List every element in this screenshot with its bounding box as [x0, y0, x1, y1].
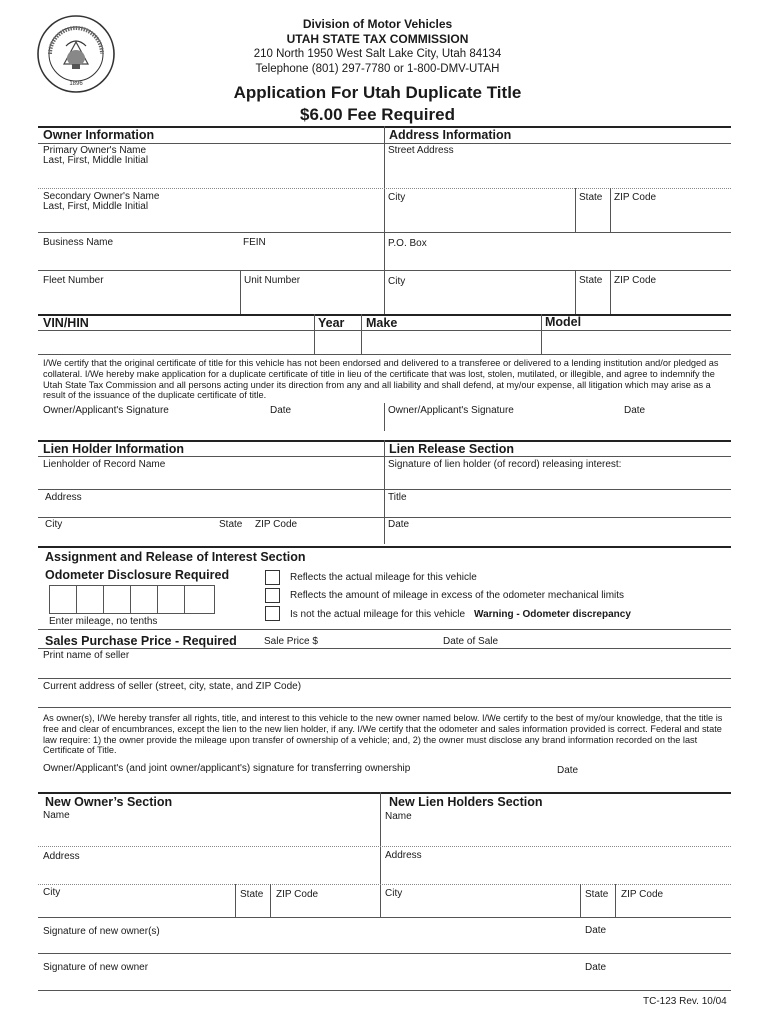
odometer-heading: Odometer Disclosure Required — [45, 568, 230, 582]
sale-price-field[interactable] — [325, 632, 435, 648]
not-actual-mileage-label: Is not the actual mileage for this vehicle — [290, 609, 466, 620]
year-label: Year — [318, 316, 345, 330]
lien-release-date-label: Date — [388, 519, 410, 530]
actual-mileage-label: Reflects the actual mileage for this vehicle — [290, 572, 477, 583]
owner-signature-label-1: Owner/Applicant's Signature — [43, 405, 169, 416]
print-seller-name-label: Print name of seller — [43, 650, 130, 661]
utah-state-seal — [36, 14, 116, 94]
seller-name-field[interactable] — [39, 662, 729, 677]
state-label-2: State — [579, 275, 603, 286]
owner-signature-field-1[interactable] — [39, 416, 383, 430]
sale-price-label: Sale Price $ — [264, 636, 318, 647]
odometer-warning: Warning - Odometer discrepancy — [474, 609, 631, 620]
street-address-field[interactable] — [386, 158, 730, 188]
new-owner-signature-field[interactable] — [39, 974, 729, 988]
fleet-number-label: Fleet Number — [43, 275, 104, 286]
lienholder-of-record-label: Lienholder of Record Name — [43, 459, 166, 470]
fee-required: $6.00 Fee Required — [300, 105, 455, 124]
new-owner-zip-label: ZIP Code — [276, 889, 319, 900]
new-owner-signature-label: Signature of new owner — [43, 962, 149, 973]
state-label: State — [579, 192, 603, 203]
certification-text: I/We certify that the original certificate of title for this vehicle has not been endorsed and delivered to a transferee or delivered to a lending institution and/or pledged as collateral. I/We hereby make application for a duplicate certificate of title in lieu of the certificate that was lost, stolen, mutilated, or illegible, and agree to indemnify the Utah State Tax Commission and all persons acting under its direction from any and all liability and shall defend, at my/our expense, all litigation which may arise as a result of the issuance of the duplicate certificate of title. — [43, 358, 719, 401]
city-label-2: City — [388, 276, 406, 287]
lien-release-signature-label: Signature of lien holder (of record) releasing interest: — [388, 459, 622, 470]
excess-mileage-label: Reflects the amount of mileage in excess of the odometer mechanical limits — [290, 590, 625, 601]
new-owner-city-label: City — [43, 887, 61, 898]
commission-telephone: Telephone (801) 297-7780 or 1-800-DMV-UTAH — [255, 63, 500, 75]
new-owners-signature-label: Signature of new owner(s) — [43, 926, 160, 937]
enter-mileage-note: Enter mileage, no tenths — [49, 616, 158, 627]
model-field[interactable] — [542, 331, 730, 353]
new-owner-name-label: Name — [43, 810, 70, 821]
zip-code-label: ZIP Code — [614, 192, 657, 203]
year-field[interactable] — [315, 331, 360, 353]
odometer-digit-box[interactable] — [104, 586, 131, 613]
make-field[interactable] — [362, 331, 540, 353]
odometer-digit-box[interactable] — [50, 586, 77, 613]
not-actual-mileage-checkbox[interactable] — [265, 606, 280, 621]
transfer-signature-label: Owner/Applicant's (and joint owner/applicant's) signature for transferring ownership — [43, 763, 411, 774]
new-owners-signature-field[interactable] — [39, 938, 729, 952]
unit-number-label: Unit Number — [244, 275, 301, 286]
primary-owner-label: Primary Owner's Name — [43, 145, 147, 156]
lien-address-field[interactable] — [39, 503, 383, 517]
street-address-label: Street Address — [388, 145, 454, 156]
lien-zip-label: ZIP Code — [255, 519, 298, 530]
owner-signature-label-2: Owner/Applicant's Signature — [388, 405, 514, 416]
owner-signature-field-2[interactable] — [386, 416, 730, 430]
model-label: Model — [545, 315, 582, 329]
new-lien-state-label: State — [585, 889, 609, 900]
owner-info-heading: Owner Information — [43, 128, 155, 142]
seller-address-field[interactable] — [39, 693, 729, 706]
secondary-owner-label: Secondary Owner's Name — [43, 191, 160, 202]
transfer-statement: As owner(s), I/We hereby transfer all rights, title, and interest to this vehicle to the new owner named below. I/We certify to the best of my/our knowledge, that the title is free and clear of encumbrances, except the lien to the new lien holder, if any. I/We certify that the odometer and sales information provided is correct. Federal and state law require: 1) the owner provide the mileage upon transfer of ownership of a vehicle; and, 2) the owner must disclose any brand information recorded on the last Certificate of Title. — [43, 713, 723, 756]
sales-price-heading: Sales Purchase Price - Required — [45, 634, 237, 648]
lien-city-label: City — [45, 519, 63, 530]
form-revision-id: TC-123 Rev. 10/04 — [643, 996, 727, 1007]
city-label: City — [388, 192, 406, 203]
city-field[interactable] — [386, 204, 574, 232]
secondary-owner-field[interactable] — [39, 212, 383, 232]
new-lien-name-field[interactable] — [382, 823, 730, 845]
new-lien-address-field[interactable] — [382, 862, 730, 882]
assignment-heading: Assignment and Release of Interest Section — [45, 550, 306, 564]
secondary-owner-sublabel: Last, First, Middle Initial — [43, 201, 149, 212]
new-owner-heading: New Owner’s Section — [45, 795, 173, 809]
actual-mileage-checkbox[interactable] — [265, 570, 280, 585]
lien-holder-heading: Lien Holder Information — [43, 442, 184, 456]
new-lien-heading: New Lien Holders Section — [389, 795, 543, 809]
vin-field[interactable] — [39, 331, 313, 353]
new-lien-zip-label: ZIP Code — [621, 889, 664, 900]
seal-year: 1896 — [69, 81, 83, 87]
division-name: Division of Motor Vehicles — [302, 17, 453, 31]
zip-code-label-2: ZIP Code — [614, 275, 657, 286]
lien-state-label: State — [219, 519, 243, 530]
commission-address: 210 North 1950 West Salt Lake City, Utah 84134 — [253, 48, 502, 60]
lienholder-name-field[interactable] — [39, 471, 383, 489]
transfer-signature-field[interactable] — [39, 776, 729, 790]
signature-date-label-2: Date — [624, 405, 646, 416]
date-of-sale-label: Date of Sale — [443, 636, 499, 647]
date-of-sale-field[interactable] — [500, 632, 730, 648]
odometer-digit-box[interactable] — [131, 586, 158, 613]
seller-address-label: Current address of seller (street, city, state, and ZIP Code) — [43, 681, 302, 692]
lien-release-title-label: Title — [388, 492, 407, 503]
new-lien-address-label: Address — [385, 850, 422, 861]
new-owner-name-field[interactable] — [39, 823, 379, 845]
odometer-mileage-boxes[interactable] — [49, 585, 215, 614]
form-title: Application For Utah Duplicate Title — [233, 83, 522, 102]
odometer-digit-box[interactable] — [185, 586, 211, 613]
commission-name: UTAH STATE TAX COMMISSION — [286, 32, 469, 46]
new-owner-address-field[interactable] — [39, 862, 379, 882]
po-box-label: P.O. Box — [388, 238, 427, 249]
new-owner-signature-date-label: Date — [585, 962, 607, 973]
new-owner-address-label: Address — [43, 851, 80, 862]
primary-owner-sublabel: Last, First, Middle Initial — [43, 155, 149, 166]
lien-address-label: Address — [45, 492, 82, 503]
fein-label: FEIN — [243, 237, 266, 248]
header-block — [200, 17, 555, 77]
make-label: Make — [366, 316, 398, 330]
new-owners-signature-date-label: Date — [585, 925, 607, 936]
odometer-digit-box[interactable] — [158, 586, 185, 613]
excess-mileage-checkbox[interactable] — [265, 588, 280, 603]
business-name-field[interactable] — [39, 248, 239, 268]
vin-hin-label: VIN/HIN — [43, 316, 89, 330]
new-lien-name-label: Name — [385, 811, 412, 822]
new-lien-city-label: City — [385, 888, 403, 899]
lien-release-heading: Lien Release Section — [389, 442, 515, 456]
address-info-heading: Address Information — [389, 128, 512, 142]
business-name-label: Business Name — [43, 237, 114, 248]
transfer-date-label: Date — [557, 765, 579, 776]
signature-date-label-1: Date — [270, 405, 292, 416]
primary-owner-field[interactable] — [39, 166, 383, 188]
odometer-digit-box[interactable] — [77, 586, 104, 613]
new-owner-state-label: State — [240, 889, 264, 900]
